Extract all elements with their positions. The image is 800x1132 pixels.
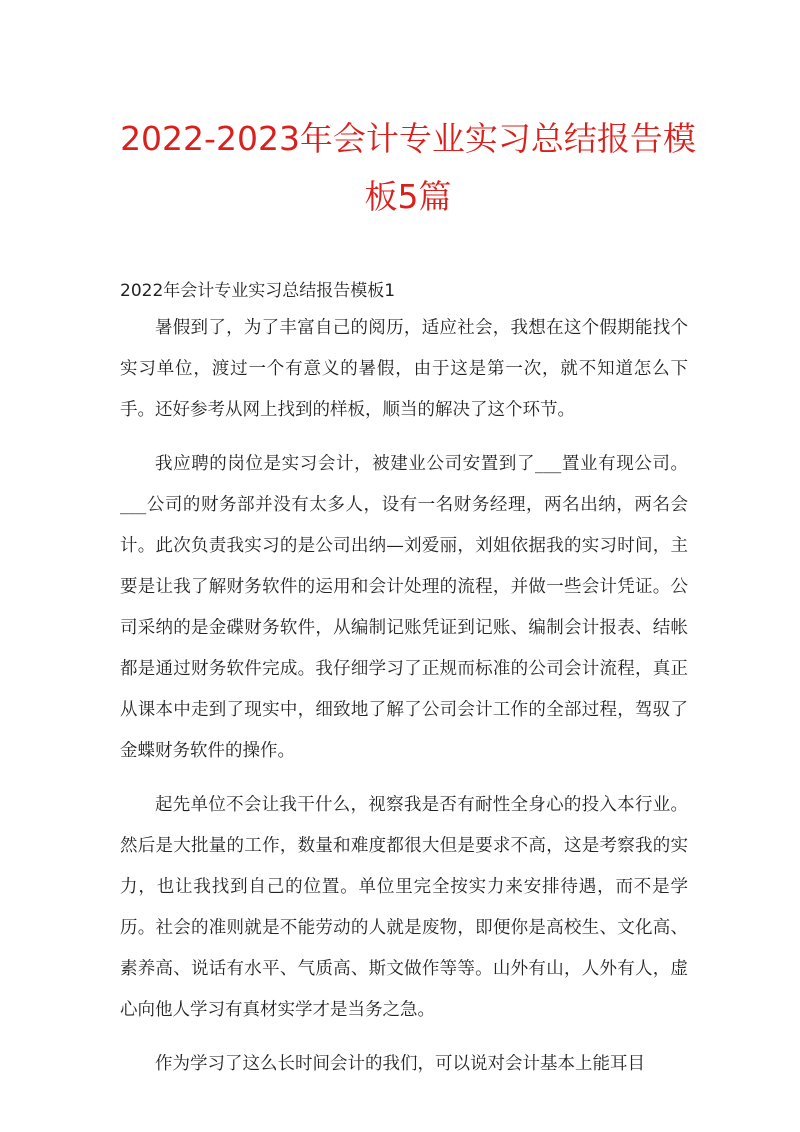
paragraph-1: 暑假到了，为了丰富自己的阅历，适应社会，我想在这个假期能找个实习单位，渡过一个有意义的暑假，由于这是第一次，就不知道怎么下手。还好参考从网上找到的样板，顺当的解决了这个环节。 [120, 318, 688, 420]
section-heading: 2022年会计专业实习总结报告模板1 [120, 281, 396, 301]
paragraph-2: 我应聘的岗位是实习会计，被建业公司安置到了___置业有现公司。___公司的财务部并没有太多人，设有一名财务经理，两名出纳，两名会计。此次负责我实习的是公司出纳—刘爱丽，刘姐依据我的实习时间，主要是让我了解财务软件的运用和会计处理的流程，并做一些会计凭证。公司采纳的是金碟财务软件，从编制记账凭证到记账、编制会计报表、结帐都是通过财务软件完成。我仔细学习了正规而标准的公司会计流程，真正从课本中走到了现实中，细致地了解了公司会计工作的全部过程，驾驭了金蝶财务软件的操作。 [120, 454, 688, 761]
paragraph-4: 作为学习了这么长时间会计的我们，可以说对会计基本上能耳目 [155, 1054, 645, 1074]
paragraph-3: 起先单位不会让我干什么，视察我是否有耐性全身心的投入本行业。然后是大批量的工作，数量和难度都很大但是要求不高，这是考察我的实力，也让我找到自己的位置。单位里完全按实力来安排待遇，而不是学历。社会的准则就是不能劳动的人就是废物，即便你是高校生、文化高、素养高、说话有水平、气质高、斯文做作等等。山外有山，人外有人，虚心向他人学习有真材实学才是当务之急。 [120, 795, 688, 1020]
document-title: 2022-2023年会计专业实习总结报告模板5篇 [120, 119, 696, 216]
